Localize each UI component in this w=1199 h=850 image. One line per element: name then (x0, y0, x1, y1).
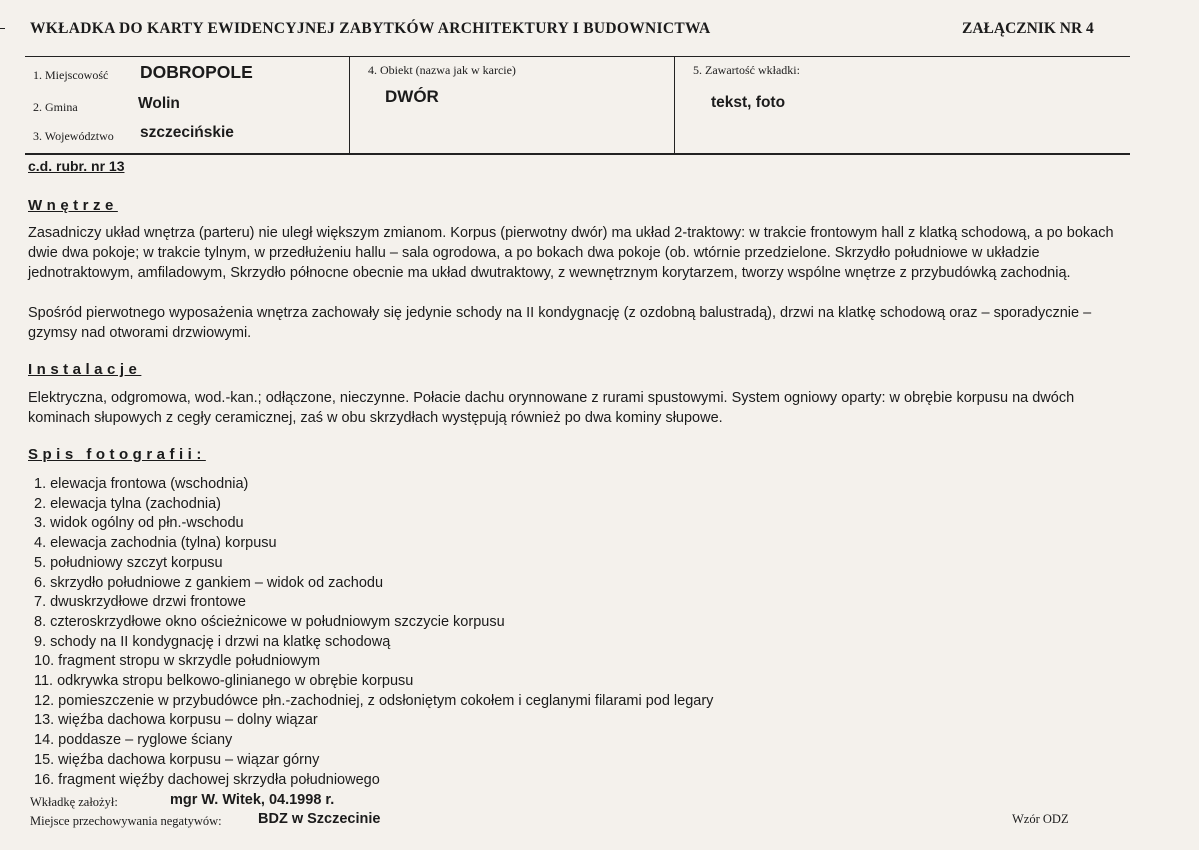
list-item: 15. więźba dachowa korpusu – wiązar górny (34, 751, 320, 768)
list-item: 3. widok ogólny od płn.-wschodu (34, 515, 244, 532)
interior-heading: Wnętrze (28, 197, 118, 214)
photo-list (34, 475, 713, 790)
interior-text-2: Spośród pierwotnego wyposażenia wnętrza zachowały się jedynie schody na II kondygnację (z ozdobną balustradą), drzwi na klatkę schodową oraz – sporadycznie – gzymsy nad otworami drzwiowymi. (28, 305, 1092, 341)
contents-value: tekst, foto (711, 94, 786, 111)
commune-label: 2. Gmina (33, 100, 78, 114)
list-item: 6. skrzydło południowe z gankiem – widok od zachodu (34, 574, 384, 591)
negatives-value: BDZ w Szczecinie (258, 811, 381, 827)
installations-text: Elektryczna, odgromowa, wod.-kan.; odłączone, nieczynne. Połacie dachu orynnowane z rurami spustowymi. System ogniowy oparty: w obrębie korpusu na dwóch kominach słupowych z cegły ceramicznej, zaś w obu skrzydłach występują również po dwa kominy słupowe. (28, 390, 1075, 426)
contents-label: 5. Zawartość wkładki: (693, 63, 800, 77)
list-item: 11. odkrywka stropu belkowo-glinianego w obrębie korpusu (34, 673, 414, 690)
author-label: Wkładkę założył: (30, 795, 118, 809)
corner-mark (0, 28, 5, 29)
document-title: WKŁADKA DO KARTY EWIDENCYJNEJ ZABYTKÓW ARCHITEKTURY I BUDOWNICTWA (30, 20, 711, 37)
list-item: 13. więźba dachowa korpusu – dolny wiązar (34, 712, 318, 729)
negatives-label: Miejsce przechowywania negatywów: (30, 814, 222, 828)
list-item: 5. południowy szczyt korpusu (34, 554, 223, 571)
list-item: 14. poddasze – ryglowe ściany (34, 732, 233, 749)
list-item: 7. dwuskrzydłowe drzwi frontowe (34, 594, 246, 611)
info-box (25, 56, 1130, 155)
author-value: mgr W. Witek, 04.1998 r. (170, 792, 335, 808)
model-label: Wzór ODZ (1012, 812, 1069, 826)
voivodeship-value: szczecińskie (140, 124, 234, 141)
continuation-label: c.d. rubr. nr 13 (28, 158, 125, 174)
commune-value: Wolin (138, 95, 180, 112)
list-item: 2. elewacja tylna (zachodnia) (34, 495, 221, 512)
list-item: 1. elewacja frontowa (wschodnia) (34, 476, 249, 492)
object-value: DWÓR (385, 87, 439, 106)
list-item: 8. czteroskrzydłowe okno ościeżnicowe w południowym szczycie korpusu (34, 613, 505, 630)
list-item: 10. fragment stropu w skrzydle południowym (34, 653, 321, 670)
object-label: 4. Obiekt (nazwa jak w karcie) (368, 63, 516, 77)
locality-value: DOBROPOLE (140, 62, 253, 82)
voivodeship-label: 3. Województwo (33, 129, 114, 143)
list-item: 16. fragment więźby dachowej skrzydła południowego (34, 771, 380, 788)
list-item: 4. elewacja zachodnia (tylna) korpusu (34, 535, 277, 552)
installations-heading: Instalacje (28, 361, 142, 378)
locality-label: 1. Miejscowość (33, 68, 109, 82)
list-item: 12. pomieszczenie w przybudówce płn.-zachodniej, z odsłoniętym cokołem i ceglanymi filarami pod legary (34, 692, 714, 709)
column-divider (349, 57, 350, 153)
list-item: 9. schody na II kondygnację i drzwi na klatkę schodową (34, 633, 391, 650)
interior-text: Zasadniczy układ wnętrza (parteru) nie uległ większym zmianom. Korpus (pierwotny dwór) ma układ 2-traktowy: w trakcie frontowym hall z klatką schodową, a po bokach dwie dwa pokoje; w trakcie tylnym, w przedłużeniu hallu – sala ogrodowa, a po bokach dwa pokoje (ob. wtórnie przedzielone. Skrzydło południowe w układzie jednotraktowym, amfiladowym, Skrzydło północne obecnie ma układ dwutraktowy, z wewnętrznym korytarzem, tworzy wspólne wnętrze z przybudówką zachodnią. (28, 225, 1114, 281)
annex-label: ZAŁĄCZNIK NR 4 (962, 20, 1094, 37)
column-divider (674, 57, 675, 153)
photos-heading: Spis fotografii: (28, 446, 206, 463)
